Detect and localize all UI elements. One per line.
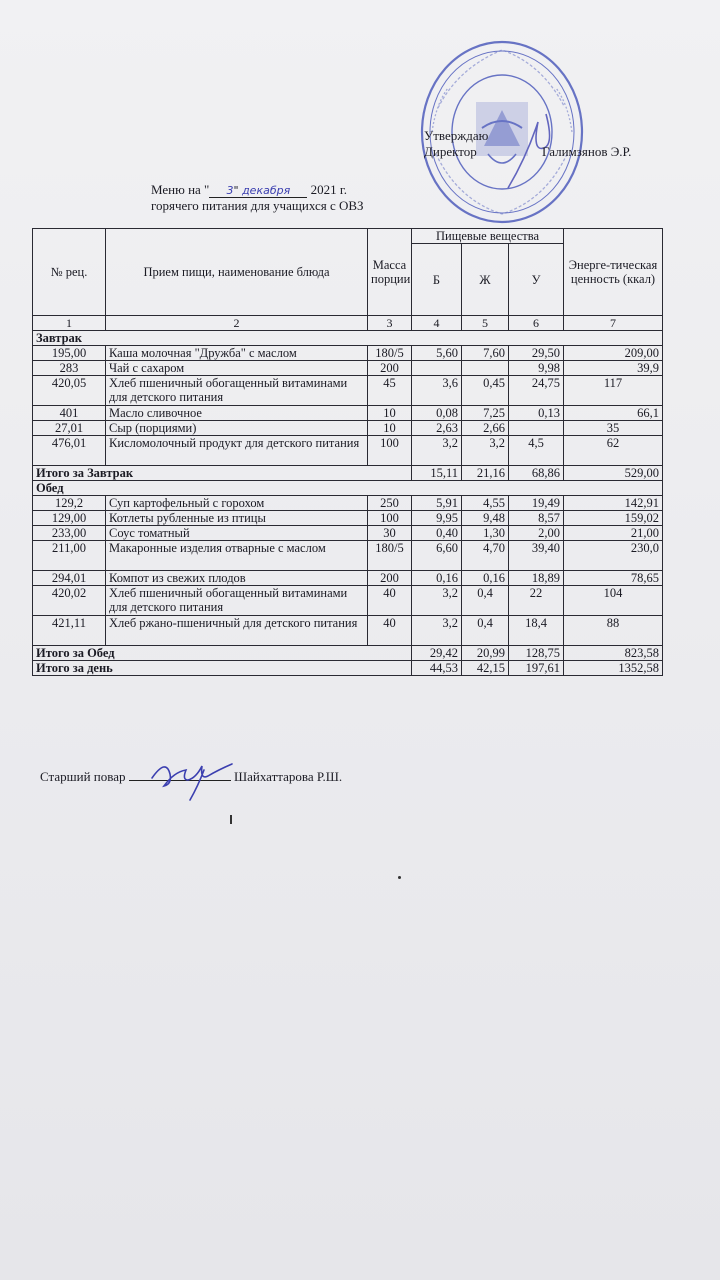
header-fat: Ж bbox=[462, 244, 509, 316]
carbs-cell: 18,89 bbox=[509, 571, 564, 586]
chef-name: Шайхаттарова Р.Ш. bbox=[233, 769, 343, 784]
fat-cell: 7,25 bbox=[462, 406, 509, 421]
chef-label: Старший повар bbox=[40, 769, 126, 784]
mass-cell: 10 bbox=[368, 421, 412, 436]
column-number-row bbox=[33, 316, 663, 331]
protein-cell: 6,60 bbox=[412, 541, 462, 571]
protein-cell: 3,2 bbox=[412, 586, 462, 616]
rec-cell: 420,05 bbox=[33, 376, 106, 406]
kcal-cell: 39,9 bbox=[564, 361, 663, 376]
rec-cell: 401 bbox=[33, 406, 106, 421]
protein-total: 44,53 bbox=[412, 661, 462, 676]
col-number: 6 bbox=[509, 316, 564, 331]
carbs-cell: 18,4 bbox=[509, 616, 564, 646]
fat-cell: 7,60 bbox=[462, 346, 509, 361]
fat-cell: 2,66 bbox=[462, 421, 509, 436]
title-day: 3 bbox=[226, 184, 234, 197]
col-number: 1 bbox=[33, 316, 106, 331]
table-row bbox=[33, 571, 663, 586]
kcal-cell: 88 bbox=[564, 616, 663, 646]
protein-cell: 0,40 bbox=[412, 526, 462, 541]
approval-block bbox=[424, 128, 488, 160]
carbs-total: 68,86 bbox=[509, 466, 564, 481]
director-label: Директор bbox=[424, 144, 477, 159]
kcal-cell: 21,00 bbox=[564, 526, 663, 541]
protein-cell: 5,60 bbox=[412, 346, 462, 361]
protein-cell: 5,91 bbox=[412, 496, 462, 511]
kcal-cell: 62 bbox=[564, 436, 663, 466]
mass-cell: 40 bbox=[368, 586, 412, 616]
mass-cell: 40 bbox=[368, 616, 412, 646]
kcal-total: 529,00 bbox=[564, 466, 663, 481]
carbs-cell: 24,75 bbox=[509, 376, 564, 406]
protein-cell bbox=[412, 361, 462, 376]
title-suffix: 2021 г. bbox=[307, 182, 347, 197]
mass-cell: 250 bbox=[368, 496, 412, 511]
kcal-cell: 159,02 bbox=[564, 511, 663, 526]
carbs-cell: 19,49 bbox=[509, 496, 564, 511]
carbs-cell: 22 bbox=[509, 586, 564, 616]
protein-cell: 3,2 bbox=[412, 436, 462, 466]
carbs-cell: 29,50 bbox=[509, 346, 564, 361]
fat-total: 20,99 bbox=[462, 646, 509, 661]
header-mass: Масса порции bbox=[368, 229, 412, 316]
fat-cell: 9,48 bbox=[462, 511, 509, 526]
director-name: Галимзянов Э.Р. bbox=[542, 144, 632, 159]
header-protein: Б bbox=[412, 244, 462, 316]
carbs-total: 128,75 bbox=[509, 646, 564, 661]
carbs-cell: 4,5 bbox=[509, 436, 564, 466]
mass-cell: 10 bbox=[368, 406, 412, 421]
mass-cell: 200 bbox=[368, 571, 412, 586]
kcal-cell: 230,0 bbox=[564, 541, 663, 571]
kcal-cell: 104 bbox=[564, 586, 663, 616]
menu-title bbox=[151, 182, 364, 214]
carbs-cell bbox=[509, 421, 564, 436]
approval-label: Утверждаю bbox=[424, 128, 489, 143]
col-number: 5 bbox=[462, 316, 509, 331]
table-row bbox=[33, 586, 663, 616]
table-row bbox=[33, 346, 663, 361]
mass-cell: 200 bbox=[368, 361, 412, 376]
fat-cell: 3,2 bbox=[462, 436, 509, 466]
kcal-cell: 117 bbox=[564, 376, 663, 406]
table-row bbox=[33, 541, 663, 571]
dish-cell: Котлеты рубленные из птицы bbox=[106, 511, 368, 526]
fat-cell: 0,16 bbox=[462, 571, 509, 586]
table-row bbox=[33, 361, 663, 376]
rec-cell: 233,00 bbox=[33, 526, 106, 541]
table-row bbox=[33, 511, 663, 526]
kcal-cell: 66,1 bbox=[564, 406, 663, 421]
rec-cell: 27,01 bbox=[33, 421, 106, 436]
protein-cell: 0,16 bbox=[412, 571, 462, 586]
fat-cell: 4,55 bbox=[462, 496, 509, 511]
header-energy: Энерге-тическая ценность (ккал) bbox=[564, 229, 663, 316]
table-row bbox=[33, 421, 663, 436]
kcal-total: 823,58 bbox=[564, 646, 663, 661]
header-dish-name: Прием пищи, наименование блюда bbox=[106, 229, 368, 316]
rec-cell: 129,2 bbox=[33, 496, 106, 511]
day-total-row bbox=[33, 661, 663, 676]
carbs-cell: 39,40 bbox=[509, 541, 564, 571]
mass-cell: 180/5 bbox=[368, 541, 412, 571]
table-row bbox=[33, 526, 663, 541]
mass-cell: 180/5 bbox=[368, 346, 412, 361]
col-number: 7 bbox=[564, 316, 663, 331]
rec-cell: 129,00 bbox=[33, 511, 106, 526]
carbs-total: 197,61 bbox=[509, 661, 564, 676]
protein-cell: 3,2 bbox=[412, 616, 462, 646]
chef-signature bbox=[148, 748, 248, 804]
dish-cell: Кисломолочный продукт для детского питания bbox=[106, 436, 368, 466]
fat-cell bbox=[462, 361, 509, 376]
table-row bbox=[33, 376, 663, 406]
table-row bbox=[33, 616, 663, 646]
rec-cell: 421,11 bbox=[33, 616, 106, 646]
dish-cell: Хлеб пшеничный обогащенный витаминами для детского питания bbox=[106, 376, 368, 406]
protein-cell: 9,95 bbox=[412, 511, 462, 526]
mass-cell: 100 bbox=[368, 511, 412, 526]
fat-cell: 1,30 bbox=[462, 526, 509, 541]
kcal-cell: 78,65 bbox=[564, 571, 663, 586]
pen-dot bbox=[398, 876, 401, 879]
dish-cell: Сыр (порциями) bbox=[106, 421, 368, 436]
kcal-cell: 142,91 bbox=[564, 496, 663, 511]
section-breakfast bbox=[33, 331, 663, 346]
table-row bbox=[33, 406, 663, 421]
col-number: 3 bbox=[368, 316, 412, 331]
section-lunch bbox=[33, 481, 663, 496]
rec-cell: 294,01 bbox=[33, 571, 106, 586]
header-nutrients: Пищевые вещества bbox=[412, 229, 564, 244]
total-label: Итого за день bbox=[33, 661, 412, 676]
title-subtitle: горячего питания для учащихся с ОВЗ bbox=[151, 198, 364, 213]
carbs-cell: 8,57 bbox=[509, 511, 564, 526]
protein-total: 15,11 bbox=[412, 466, 462, 481]
rec-cell: 211,00 bbox=[33, 541, 106, 571]
section-title: Обед bbox=[33, 481, 663, 496]
protein-cell: 3,6 bbox=[412, 376, 462, 406]
dish-cell: Компот из свежих плодов bbox=[106, 571, 368, 586]
protein-cell: 0,08 bbox=[412, 406, 462, 421]
header-carbs: У bbox=[509, 244, 564, 316]
mass-cell: 100 bbox=[368, 436, 412, 466]
lunch-total-row bbox=[33, 646, 663, 661]
total-label: Итого за Завтрак bbox=[33, 466, 412, 481]
table-row bbox=[33, 496, 663, 511]
protein-total: 29,42 bbox=[412, 646, 462, 661]
dish-cell: Суп картофельный с горохом bbox=[106, 496, 368, 511]
dish-cell: Масло сливочное bbox=[106, 406, 368, 421]
fat-total: 21,16 bbox=[462, 466, 509, 481]
protein-cell: 2,63 bbox=[412, 421, 462, 436]
dish-cell: Хлеб ржано-пшеничный для детского питания bbox=[106, 616, 368, 646]
pen-mark bbox=[230, 815, 232, 824]
dish-cell: Чай с сахаром bbox=[106, 361, 368, 376]
mass-cell: 30 bbox=[368, 526, 412, 541]
kcal-total: 1352,58 bbox=[564, 661, 663, 676]
rec-cell: 283 bbox=[33, 361, 106, 376]
fat-total: 42,15 bbox=[462, 661, 509, 676]
dish-cell: Хлеб пшеничный обогащенный витаминами для детского питания bbox=[106, 586, 368, 616]
dish-cell: Каша молочная "Дружба" с маслом bbox=[106, 346, 368, 361]
table-row bbox=[33, 436, 663, 466]
col-number: 4 bbox=[412, 316, 462, 331]
fat-cell: 0,4 bbox=[462, 586, 509, 616]
title-prefix: Меню на " bbox=[151, 182, 210, 197]
fat-cell: 0,45 bbox=[462, 376, 509, 406]
mass-cell: 45 bbox=[368, 376, 412, 406]
header-rec-num: № рец. bbox=[33, 229, 106, 316]
rec-cell: 420,02 bbox=[33, 586, 106, 616]
fat-cell: 0,4 bbox=[462, 616, 509, 646]
total-label: Итого за Обед bbox=[33, 646, 412, 661]
title-mid: " bbox=[233, 184, 243, 197]
dish-cell: Макаронные изделия отварные с маслом bbox=[106, 541, 368, 571]
carbs-cell: 2,00 bbox=[509, 526, 564, 541]
kcal-cell: 35 bbox=[564, 421, 663, 436]
rec-cell: 476,01 bbox=[33, 436, 106, 466]
kcal-cell: 209,00 bbox=[564, 346, 663, 361]
title-month: декабря bbox=[242, 184, 291, 197]
breakfast-total-row bbox=[33, 466, 663, 481]
col-number: 2 bbox=[106, 316, 368, 331]
fat-cell: 4,70 bbox=[462, 541, 509, 571]
section-title: Завтрак bbox=[33, 331, 663, 346]
rec-cell: 195,00 bbox=[33, 346, 106, 361]
date-field bbox=[209, 185, 307, 198]
menu-table bbox=[32, 228, 663, 676]
dish-cell: Соус томатный bbox=[106, 526, 368, 541]
carbs-cell: 9,98 bbox=[509, 361, 564, 376]
carbs-cell: 0,13 bbox=[509, 406, 564, 421]
